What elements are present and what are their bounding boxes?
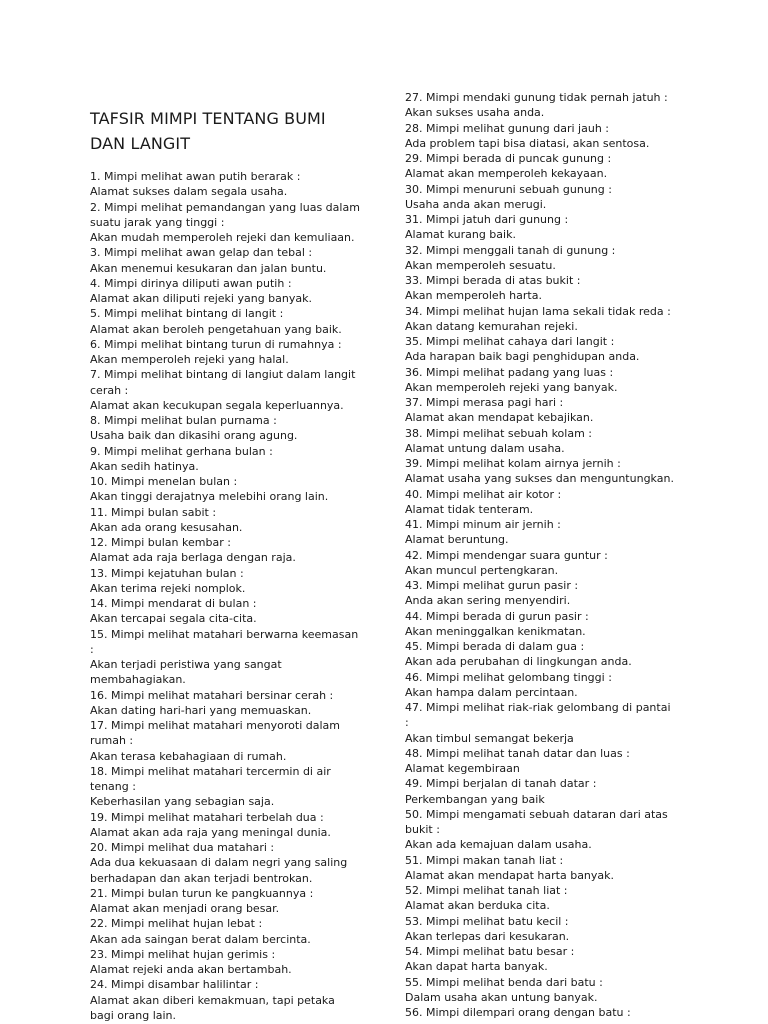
left-text-line: Akan dating hari-hari yang memuaskan. xyxy=(90,703,312,717)
left-text-line: 21. Mimpi bulan turun ke pangkuannya : xyxy=(90,886,314,900)
right-text-line: Akan ada perubahan di lingkungan anda. xyxy=(405,655,632,669)
left-text-line: suatu jarak yang tinggi : xyxy=(90,215,225,229)
right-text-line: 39. Mimpi melihat kolam airnya jernih : xyxy=(405,457,621,470)
right-text-line: Alamat kurang baik. xyxy=(405,228,516,242)
left-text-line: 22. Mimpi melihat hujan lebat : xyxy=(90,917,263,931)
right-text-line: Akan timbul semangat bekerja xyxy=(405,731,574,745)
right-text-line: Alamat usaha yang sukses dan menguntungkan. xyxy=(405,472,674,486)
left-text-line: Alamat akan diliputi rejeki yang banyak. xyxy=(90,292,312,305)
left-text-line: 14. Mimpi mendarat di bulan : xyxy=(90,597,257,610)
left-text-line: Alamat ada raja berlaga dengan raja. xyxy=(90,551,296,565)
left-text-line: berhadapan dan akan terjadi bentrokan. xyxy=(90,871,313,885)
left-text-line: Akan tinggi derajatnya melebihi orang lain. xyxy=(90,490,329,504)
left-text-line: Alamat akan ada raja yang meningal dunia. xyxy=(90,825,331,839)
right-text-line: 38. Mimpi melihat sebuah kolam : xyxy=(405,426,592,440)
left-text-line: 2. Mimpi melihat pemandangan yang luas dalam xyxy=(90,200,360,214)
left-text-line: Akan ada orang kesusahan. xyxy=(90,520,243,534)
right-text-line: 49. Mimpi berjalan di tanah datar : xyxy=(405,777,597,791)
left-text-line: 1. Mimpi melihat awan putih berarak : xyxy=(90,170,301,183)
document-title xyxy=(90,106,380,156)
left-text-line: 16. Mimpi melihat matahari bersinar cerah : xyxy=(90,688,334,702)
left-text-line: 13. Mimpi kejatuhan bulan : xyxy=(90,566,244,580)
title-line-2: DAN LANGIT xyxy=(90,134,191,153)
right-text-line: Ada harapan baik bagi penghidupan anda. xyxy=(405,350,640,364)
right-text-line: 45. Mimpi berada di dalam gua : xyxy=(405,640,585,653)
left-text-line: Akan terima rejeki nomplok. xyxy=(90,581,246,595)
right-text-line: 48. Mimpi melihat tanah datar dan luas : xyxy=(405,746,630,760)
right-text-line: Akan memperoleh rejeki yang banyak. xyxy=(405,380,618,394)
left-text-line: Alamat akan menjadi orang besar. xyxy=(90,902,280,915)
right-text-line: Perkembangan yang baik xyxy=(405,792,545,806)
left-text-line: 6. Mimpi melihat bintang turun di rumahnya : xyxy=(90,337,342,351)
right-text-line: Alamat tidak tenteram. xyxy=(405,502,534,516)
left-text-line: rumah : xyxy=(90,734,134,748)
left-text-line: 18. Mimpi melihat matahari tercermin di air xyxy=(90,764,331,778)
right-text-line: 55. Mimpi melihat benda dari batu : xyxy=(405,975,603,989)
right-text-line: 46. Mimpi melihat gelombang tinggi : xyxy=(405,670,612,684)
right-text-line: Anda akan sering menyendiri. xyxy=(405,594,571,608)
right-text-line: 31. Mimpi jatuh dari gunung : xyxy=(405,213,569,226)
right-text-line: Dalam usaha akan untung banyak. xyxy=(405,990,598,1004)
right-text-line: 44. Mimpi berada di gurun pasir : xyxy=(405,609,589,623)
left-text-line: Akan sedih hatinya. xyxy=(90,459,199,473)
right-text-line: 40. Mimpi melihat air kotor : xyxy=(405,487,562,501)
left-text-line: 7. Mimpi melihat bintang di langiut dalam langit xyxy=(90,368,356,382)
left-text-line: : xyxy=(90,642,94,656)
left-text-line: bagi orang lain. xyxy=(90,1008,177,1022)
right-text-line: Alamat akan berduka cita. xyxy=(405,899,550,913)
right-text-line: Akan datang kemurahan rejeki. xyxy=(405,319,578,333)
right-text-line: 51. Mimpi makan tanah liat : xyxy=(405,853,564,867)
left-text-line: cerah : xyxy=(90,383,129,397)
left-text-line: Alamat akan beroleh pengetahuan yang baik. xyxy=(90,322,342,336)
right-text-line: Alamat untung dalam usaha. xyxy=(405,441,565,455)
right-text-line: 42. Mimpi mendengar suara guntur : xyxy=(405,548,608,562)
left-column-entries xyxy=(90,169,390,1023)
right-text-line: 56. Mimpi dilempari orang dengan batu : xyxy=(405,1006,631,1019)
right-column-entries xyxy=(405,90,705,1020)
right-text-line: Akan memperoleh harta. xyxy=(405,289,542,303)
left-text-line: Alamat rejeki anda akan bertambah. xyxy=(90,963,292,976)
left-text-line: 17. Mimpi melihat matahari menyoroti dalam xyxy=(90,719,341,732)
left-text-line: tenang : xyxy=(90,780,136,793)
right-text-line: 29. Mimpi berada di puncak gunung : xyxy=(405,152,612,165)
right-text-line: Akan meninggalkan kenikmatan. xyxy=(405,624,586,638)
left-text-line: Alamat akan kecukupan segala keperluannya. xyxy=(90,398,344,412)
right-text-line: 30. Mimpi menuruni sebuah gunung : xyxy=(405,182,612,196)
left-text-line: 10. Mimpi menelan bulan : xyxy=(90,475,238,488)
left-text-line: 8. Mimpi melihat bulan purnama : xyxy=(90,414,277,427)
right-text-line: 32. Mimpi menggali tanah di gunung : xyxy=(405,243,616,257)
left-text-line: 9. Mimpi melihat gerhana bulan : xyxy=(90,444,273,458)
right-text-line: Akan sukses usaha anda. xyxy=(405,106,545,120)
left-text-line: Ada dua kekuasaan di dalam negri yang saling xyxy=(90,856,348,870)
left-text-line: 15. Mimpi melihat matahari berwarna keemasan xyxy=(90,627,359,641)
left-text-line: Akan mudah memperoleh rejeki dan kemuliaan. xyxy=(90,231,355,244)
right-text-line: 41. Mimpi minum air jernih : xyxy=(405,518,561,531)
right-text-line: Akan muncul pertengkaran. xyxy=(405,563,559,577)
right-text-line: : xyxy=(405,716,409,730)
left-text-line: Akan terjadi peristiwa yang sangat xyxy=(90,658,282,671)
right-text-line: 43. Mimpi melihat gurun pasir : xyxy=(405,579,579,592)
left-text-line: 20. Mimpi melihat dua matahari : xyxy=(90,841,275,854)
right-text-line: Akan terlepas dari kesukaran. xyxy=(405,929,570,943)
right-text-line: Ada problem tapi bisa diatasi, akan sentosa. xyxy=(405,136,650,150)
left-text-line: Akan tercapai segala cita-cita. xyxy=(90,612,257,626)
left-text-line: 23. Mimpi melihat hujan gerimis : xyxy=(90,947,276,961)
left-text-line: 11. Mimpi bulan sabit : xyxy=(90,505,217,519)
left-text-line: membahagiakan. xyxy=(90,673,186,687)
right-text-line: Akan hampa dalam percintaan. xyxy=(405,685,578,699)
left-text-line: 24. Mimpi disambar halilintar : xyxy=(90,978,259,992)
left-text-line: Alamat akan diberi kemakmuan, tapi petaka xyxy=(90,993,335,1007)
right-text-line: Akan ada kemajuan dalam usaha. xyxy=(405,838,592,852)
right-text-line: Alamat akan memperoleh kekayaan. xyxy=(405,167,608,181)
left-text-line: 12. Mimpi bulan kembar : xyxy=(90,536,231,549)
right-text-line: 35. Mimpi melihat cahaya dari langit : xyxy=(405,335,615,348)
right-text-line: Alamat beruntung. xyxy=(405,533,509,547)
right-text-line: 27. Mimpi mendaki gunung tidak pernah jatuh : xyxy=(405,91,668,104)
right-text-line: 47. Mimpi melihat riak-riak gelombang di pantai xyxy=(405,701,671,714)
left-text-line: 4. Mimpi dirinya diliputi awan putih : xyxy=(90,276,292,290)
left-text-line: Akan terasa kebahagiaan di rumah. xyxy=(90,749,287,763)
left-text-line: Akan memperoleh rejeki yang halal. xyxy=(90,353,289,366)
right-text-line: 50. Mimpi mengamati sebuah dataran dari atas xyxy=(405,807,668,821)
right-text-line: 54. Mimpi melihat batu besar : xyxy=(405,945,575,958)
right-text-line: 37. Mimpi merasa pagi hari : xyxy=(405,396,564,409)
right-text-line: 53. Mimpi melihat batu kecil : xyxy=(405,914,569,928)
left-text-line: Alamat sukses dalam segala usaha. xyxy=(90,185,288,199)
right-text-line: bukit : xyxy=(405,823,440,836)
left-text-line: 19. Mimpi melihat matahari terbelah dua : xyxy=(90,810,324,824)
right-text-line: 36. Mimpi melihat padang yang luas : xyxy=(405,365,614,379)
left-text-line: Akan menemui kesukaran dan jalan buntu. xyxy=(90,261,327,275)
left-text-line: Keberhasilan yang sebagian saja. xyxy=(90,795,275,809)
right-text-line: Akan memperoleh sesuatu. xyxy=(405,258,556,272)
right-text-line: 33. Mimpi berada di atas bukit : xyxy=(405,274,581,287)
right-text-line: Alamat akan mendapat kebajikan. xyxy=(405,411,594,425)
left-text-line: 3. Mimpi melihat awan gelap dan tebal : xyxy=(90,246,313,260)
title-line-1: TAFSIR MIMPI TENTANG BUMI xyxy=(90,109,326,128)
right-text-line: 28. Mimpi melihat gunung dari jauh : xyxy=(405,121,609,135)
right-text-line: Alamat kegembiraan xyxy=(405,762,520,775)
left-text-line: Usaha baik dan dikasihi orang agung. xyxy=(90,429,298,443)
right-text-line: Alamat akan mendapat harta banyak. xyxy=(405,868,615,882)
left-text-line: 5. Mimpi melihat bintang di langit : xyxy=(90,307,284,321)
right-text-line: 52. Mimpi melihat tanah liat : xyxy=(405,884,568,897)
right-text-line: Usaha anda akan merugi. xyxy=(405,197,547,211)
right-text-line: Akan dapat harta banyak. xyxy=(405,960,548,974)
right-text-line: 34. Mimpi melihat hujan lama sekali tidak reda : xyxy=(405,304,671,318)
left-text-line: Akan ada saingan berat dalam bercinta. xyxy=(90,932,311,946)
